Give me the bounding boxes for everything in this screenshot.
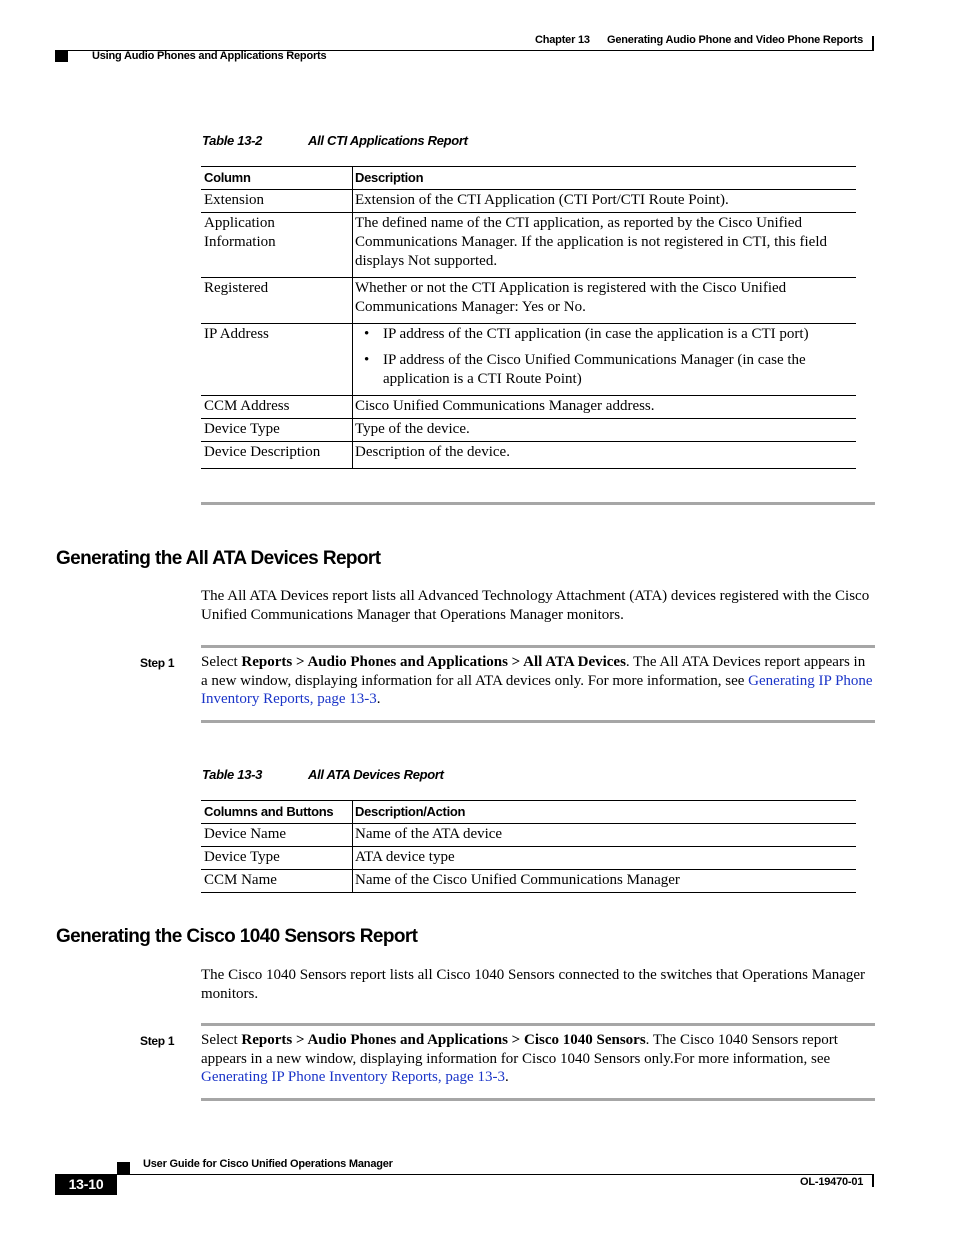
table-row <box>201 190 856 213</box>
table1-caption-number: Table 13-2 <box>202 133 263 148</box>
row-column-name: Device Type <box>201 847 353 870</box>
row-description: Cisco Unified Communications Manager address. <box>353 396 857 419</box>
table1-caption-title: All CTI Applications Report <box>308 133 468 148</box>
row-column-name: Device Name <box>201 824 353 847</box>
step-text-post: . The All ATA Devices report appears in a new window, displaying information for all ATA devices only. For more information, see <box>201 654 866 689</box>
row-description: Description of the device. <box>353 442 857 469</box>
footer-guide-title: User Guide for Cisco Unified Operations Manager <box>143 1158 393 1170</box>
step-text-end: . <box>376 691 381 707</box>
footer-right-tick <box>872 1175 874 1187</box>
table-row <box>201 824 856 847</box>
step-text-post: . The Cisco 1040 Sensors report appears in a new window, displaying information for Cisco 1040 Sensors only.For more information, see <box>201 1032 838 1067</box>
table-row <box>201 419 856 442</box>
step-text-ata <box>201 653 873 709</box>
table-row <box>201 870 856 893</box>
cti-applications-table <box>201 166 856 469</box>
row-description: Name of the Cisco Unified Communications Manager <box>353 870 857 893</box>
step-text-1040 <box>201 1031 873 1087</box>
row-column-name: Registered <box>201 278 353 324</box>
row-description: Name of the ATA device <box>353 824 857 847</box>
bullet-list <box>355 325 854 389</box>
step-menu-path: Reports > Audio Phones and Applications > All ATA Devices <box>241 654 626 670</box>
bullet-text: IP address of the CTI application (in case the application is a CTI port) <box>383 326 809 342</box>
step-rule-top <box>201 645 875 648</box>
row-column-name: Extension <box>201 190 353 213</box>
inventory-reports-link[interactable]: Generating IP Phone Inventory Reports, page 13-3 <box>201 672 873 707</box>
bullet-icon: • <box>364 352 370 368</box>
row-description: Whether or not the CTI Application is registered with the Cisco Unified Communications Manager: Yes or No. <box>353 278 857 324</box>
section-heading-1040: Generating the Cisco 1040 Sensors Report <box>56 926 418 947</box>
table-row <box>201 213 856 278</box>
section-intro-ata: The All ATA Devices report lists all Advanced Technology Attachment (ATA) devices registered with the Cisco Unified Communications Manager that Operations Manager monitors. <box>201 588 870 623</box>
ata-devices-table <box>201 800 856 893</box>
step-menu-path: Reports > Audio Phones and Applications > Cisco 1040 Sensors <box>241 1032 646 1048</box>
description-header: Description <box>353 167 857 190</box>
step-label: Step 1 <box>140 1034 175 1048</box>
column-header: Column <box>201 167 353 190</box>
row-column-name: Device Description <box>201 442 353 469</box>
step-rule-bottom <box>201 720 875 723</box>
section-intro-1040: The Cisco 1040 Sensors report lists all Cisco 1040 Sensors connected to the switches that Operations Manager monitors. <box>201 967 866 1002</box>
description-action-header: Description/Action <box>353 801 857 824</box>
inventory-reports-link[interactable]: Generating IP Phone Inventory Reports, page 13-3 <box>201 1069 505 1085</box>
row-column-name: IP Address <box>201 324 353 396</box>
step-text-pre: Select <box>201 654 242 670</box>
footer-page-number: 13-10 <box>68 1176 104 1192</box>
table-row <box>201 278 856 324</box>
header-black-block <box>55 51 68 62</box>
table2-caption-number: Table 13-3 <box>202 767 263 782</box>
section-heading-ata: Generating the All ATA Devices Report <box>56 548 381 569</box>
table-row <box>201 396 856 419</box>
footer-rule <box>117 1174 874 1175</box>
row-column-name: CCM Name <box>201 870 353 893</box>
header-chapter-title: Generating Audio Phone and Video Phone Reports <box>607 34 864 46</box>
step-rule-top <box>201 1023 875 1026</box>
footer-doc-number: OL-19470-01 <box>800 1176 864 1188</box>
table-row <box>201 847 856 870</box>
list-item <box>355 351 854 389</box>
table2-caption-title: All ATA Devices Report <box>308 767 444 782</box>
step-text-end: . <box>504 1069 509 1085</box>
columns-buttons-header: Columns and Buttons <box>201 801 353 824</box>
row-column-name: Application Information <box>201 213 353 278</box>
bullet-icon: • <box>364 326 370 342</box>
header-section: Using Audio Phones and Applications Reports <box>92 50 327 62</box>
row-column-name: CCM Address <box>201 396 353 419</box>
row-description: Type of the device. <box>353 419 857 442</box>
table-header-row <box>201 801 856 824</box>
header-chapter: Chapter 13 <box>535 34 590 46</box>
table-row <box>201 442 856 469</box>
list-item <box>355 325 854 344</box>
divider-rule <box>201 502 875 505</box>
table-row <box>201 324 856 396</box>
bullet-text: IP address of the Cisco Unified Communications Manager (in case the application is a CTI Route Point) <box>383 352 806 387</box>
step-label: Step 1 <box>140 656 175 670</box>
footer-black-tab <box>117 1162 130 1174</box>
row-description: ATA device type <box>353 847 857 870</box>
row-description: Extension of the CTI Application (CTI Port/CTI Route Point). <box>353 190 857 213</box>
row-description: The defined name of the CTI application, as reported by the Cisco Unified Communications Manager. If the application is not registered in CTI, this field displays Not supported. <box>353 213 857 278</box>
step-rule-bottom <box>201 1098 875 1101</box>
row-column-name: Device Type <box>201 419 353 442</box>
row-description <box>353 324 857 396</box>
header-right-tick <box>872 36 874 50</box>
step-text-pre: Select <box>201 1032 242 1048</box>
table-header-row <box>201 167 856 190</box>
